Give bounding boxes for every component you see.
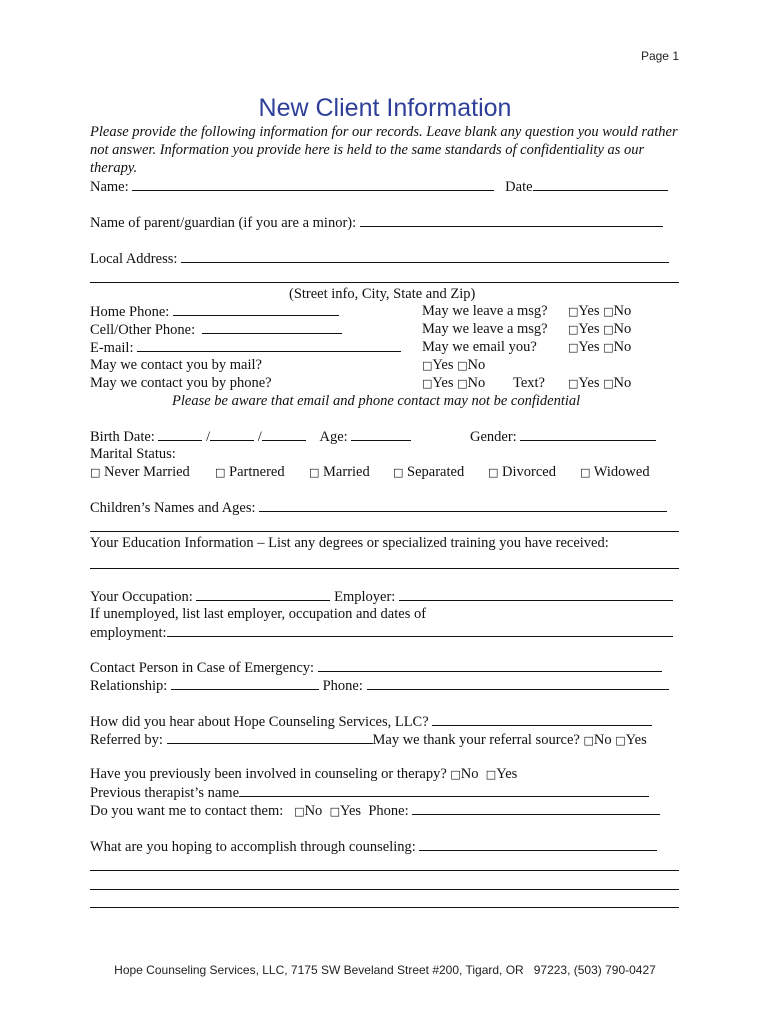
occupation-label: Your Occupation: xyxy=(90,589,193,605)
home-phone-field[interactable] xyxy=(173,302,339,316)
yes-option: Yes xyxy=(578,375,600,391)
email-you-label: May we email you? xyxy=(422,339,537,355)
emergency-field[interactable] xyxy=(318,658,662,672)
street-info-caption: (Street info, City, State and Zip) xyxy=(289,286,476,302)
previous-counseling-label: Have you previously been involved in counseling or therapy? xyxy=(90,766,447,782)
relationship-field[interactable] xyxy=(171,676,319,690)
address-label: Local Address: xyxy=(90,251,178,267)
employer-label: Employer: xyxy=(334,589,396,605)
leave-msg-2-row xyxy=(422,320,548,338)
yes-option: Yes xyxy=(432,375,454,391)
marital-widowed[interactable] xyxy=(580,463,650,482)
education-line[interactable] xyxy=(90,568,679,569)
checkbox-icon[interactable]: □ xyxy=(603,377,614,390)
leave-msg-2-options xyxy=(568,320,631,339)
cell-phone-row xyxy=(90,320,342,339)
accomplish-label: What are you hoping to accomplish through counseling: xyxy=(90,839,416,855)
unemployed-label: If unemployed, list last employer, occupation and dates of xyxy=(90,606,427,622)
referred-by-field[interactable] xyxy=(167,730,373,744)
checkbox-icon[interactable]: □ xyxy=(215,466,226,479)
option-label: Partnered xyxy=(229,464,285,480)
privacy-note: Please be aware that email and phone contact may not be confidential xyxy=(172,393,581,409)
contact-them-label: Do you want me to contact them: xyxy=(90,803,284,819)
address-row xyxy=(90,249,669,268)
leave-msg-1-row xyxy=(422,302,548,320)
accomplish-line-2[interactable] xyxy=(90,870,679,871)
yes-option: Yes xyxy=(339,803,362,819)
cell-phone-field[interactable] xyxy=(202,320,342,334)
employer-field[interactable] xyxy=(399,587,673,601)
no-option: No xyxy=(593,732,612,748)
children-label: Children’s Names and Ages: xyxy=(90,500,256,516)
no-option: No xyxy=(613,303,632,319)
email-you-row xyxy=(422,338,537,356)
checkbox-icon[interactable]: □ xyxy=(457,377,468,390)
intro-text: Please provide the following information for our records. Leave blank any question you would rather not answer. Information you provide here is held to the same standards of confidentiality as our therapy. xyxy=(90,124,678,176)
birth-year-field[interactable] xyxy=(262,427,306,441)
gender-row xyxy=(470,427,656,446)
employment-field[interactable] xyxy=(167,623,673,637)
checkbox-icon[interactable]: □ xyxy=(568,305,579,318)
accomplish-line-4[interactable] xyxy=(90,907,679,908)
page-number: Page 1 xyxy=(640,49,679,63)
parent-label: Name of parent/guardian (if you are a minor): xyxy=(90,215,357,231)
name-row xyxy=(90,177,668,196)
parent-row xyxy=(90,213,663,232)
phone-label: Phone: xyxy=(368,803,409,819)
no-option: No xyxy=(613,339,632,355)
checkbox-icon[interactable]: □ xyxy=(580,466,591,479)
footer-address: Hope Counseling Services, LLC, 7175 SW Beveland Street #200, Tigard, OR 97223, (503) 790-0427 xyxy=(114,963,656,977)
yes-option: Yes xyxy=(625,732,647,748)
therapist-phone-field[interactable] xyxy=(412,801,660,815)
checkbox-icon[interactable]: □ xyxy=(568,377,579,390)
yes-option: Yes xyxy=(496,766,518,782)
children-field[interactable] xyxy=(259,498,667,512)
emergency-row xyxy=(90,658,662,677)
contact-mail-options xyxy=(422,356,485,375)
name-label: Name: xyxy=(90,179,129,195)
leave-msg-2-label: May we leave a msg? xyxy=(422,321,548,337)
marital-separated[interactable] xyxy=(393,463,464,482)
checkbox-icon[interactable]: □ xyxy=(485,768,497,781)
home-phone-row xyxy=(90,302,339,321)
no-option: No xyxy=(613,321,632,337)
checkbox-icon[interactable]: □ xyxy=(309,466,320,479)
date-separator: / xyxy=(257,429,262,445)
no-option: No xyxy=(467,375,486,391)
home-phone-label: Home Phone: xyxy=(90,304,170,320)
checkbox-icon[interactable]: □ xyxy=(422,377,433,390)
text-label: Text? xyxy=(513,375,545,391)
parent-field[interactable] xyxy=(360,213,663,227)
relationship-row xyxy=(90,676,669,695)
leave-msg-1-options xyxy=(568,302,631,321)
email-you-options xyxy=(568,338,631,357)
employment-row xyxy=(90,623,673,642)
text-options xyxy=(568,374,631,393)
cell-phone-label: Cell/Other Phone: xyxy=(90,322,196,338)
children-line-2[interactable] xyxy=(90,531,679,532)
checkbox-icon[interactable]: □ xyxy=(294,805,305,818)
option-label: Separated xyxy=(407,464,465,480)
gender-label: Gender: xyxy=(470,429,517,445)
yes-option: Yes xyxy=(578,303,600,319)
checkbox-icon[interactable]: □ xyxy=(450,768,461,781)
name-field[interactable] xyxy=(132,177,494,191)
phone-label: Phone: xyxy=(322,678,363,694)
birth-day-field[interactable] xyxy=(210,427,254,441)
checkbox-icon[interactable]: □ xyxy=(583,734,594,747)
checkbox-icon[interactable]: □ xyxy=(422,359,433,372)
no-option: No xyxy=(467,357,486,373)
referred-by-label: Referred by: xyxy=(90,732,163,748)
birth-date-label: Birth Date: xyxy=(90,429,155,445)
employment-label: employment: xyxy=(90,625,167,641)
previous-counseling-row xyxy=(90,765,517,784)
hear-about-label: How did you hear about Hope Counseling Services, LLC? xyxy=(90,714,429,730)
contact-phone-options xyxy=(422,374,485,393)
contact-phone-label: May we contact you by phone? xyxy=(90,375,272,391)
marital-status-label: Marital Status: xyxy=(90,446,176,462)
previous-therapist-row xyxy=(90,783,649,802)
accomplish-line-3[interactable] xyxy=(90,889,679,890)
education-label: Your Education Information – List any degrees or specialized training you have received: xyxy=(90,535,609,551)
contact-mail-label: May we contact you by mail? xyxy=(90,357,262,373)
checkbox-icon[interactable]: □ xyxy=(393,466,404,479)
emergency-label: Contact Person in Case of Emergency: xyxy=(90,660,315,676)
marital-divorced[interactable] xyxy=(488,463,556,482)
yes-option: Yes xyxy=(578,339,600,355)
contact-them-row xyxy=(90,801,660,821)
checkbox-icon[interactable]: □ xyxy=(457,359,468,372)
marital-partnered[interactable] xyxy=(215,463,285,482)
checkbox-icon[interactable]: □ xyxy=(603,305,614,318)
previous-therapist-label: Previous therapist’s name xyxy=(90,785,240,801)
email-field[interactable] xyxy=(137,338,401,352)
checkbox-icon[interactable]: □ xyxy=(568,323,579,336)
leave-msg-1-label: May we leave a msg? xyxy=(422,303,548,319)
email-label: E-mail: xyxy=(90,340,134,356)
previous-therapist-field[interactable] xyxy=(239,783,649,797)
relationship-label: Relationship: xyxy=(90,678,168,694)
checkbox-icon[interactable]: □ xyxy=(90,466,101,479)
date-separator: / xyxy=(206,429,211,445)
option-label: Widowed xyxy=(593,464,650,480)
email-row xyxy=(90,338,401,357)
checkbox-icon[interactable]: □ xyxy=(568,341,579,354)
occupation-row xyxy=(90,587,673,606)
option-label: Never Married xyxy=(104,464,190,480)
birth-date-row xyxy=(90,427,411,446)
date-label: Date xyxy=(505,179,533,195)
option-label: Married xyxy=(323,464,370,480)
form-title: New Client Information xyxy=(258,94,512,122)
children-row xyxy=(90,498,667,517)
hear-about-field[interactable] xyxy=(432,712,652,726)
accomplish-row xyxy=(90,837,657,856)
age-field[interactable] xyxy=(351,427,411,441)
checkbox-icon[interactable]: □ xyxy=(329,805,340,818)
checkbox-icon[interactable]: □ xyxy=(615,734,626,747)
checkbox-icon[interactable]: □ xyxy=(603,323,614,336)
no-option: No xyxy=(613,375,632,391)
yes-option: Yes xyxy=(578,321,600,337)
emergency-phone-field[interactable] xyxy=(367,676,669,690)
option-label: Divorced xyxy=(502,464,556,480)
address-line-2[interactable] xyxy=(90,282,679,283)
address-field[interactable] xyxy=(181,249,669,263)
thank-referral-label: May we thank your referral source? xyxy=(372,732,580,748)
no-option: No xyxy=(460,766,479,782)
age-label: Age: xyxy=(319,429,348,445)
date-field[interactable] xyxy=(533,177,668,191)
gender-field[interactable] xyxy=(520,427,656,441)
checkbox-icon[interactable]: □ xyxy=(488,466,499,479)
referred-row xyxy=(90,730,647,750)
marital-never[interactable] xyxy=(90,463,190,482)
marital-married[interactable] xyxy=(309,463,370,482)
birth-month-field[interactable] xyxy=(158,427,202,441)
hear-about-row xyxy=(90,712,652,731)
checkbox-icon[interactable]: □ xyxy=(603,341,614,354)
yes-option: Yes xyxy=(432,357,454,373)
no-option: No xyxy=(304,803,323,819)
accomplish-field[interactable] xyxy=(419,837,657,851)
occupation-field[interactable] xyxy=(196,587,330,601)
